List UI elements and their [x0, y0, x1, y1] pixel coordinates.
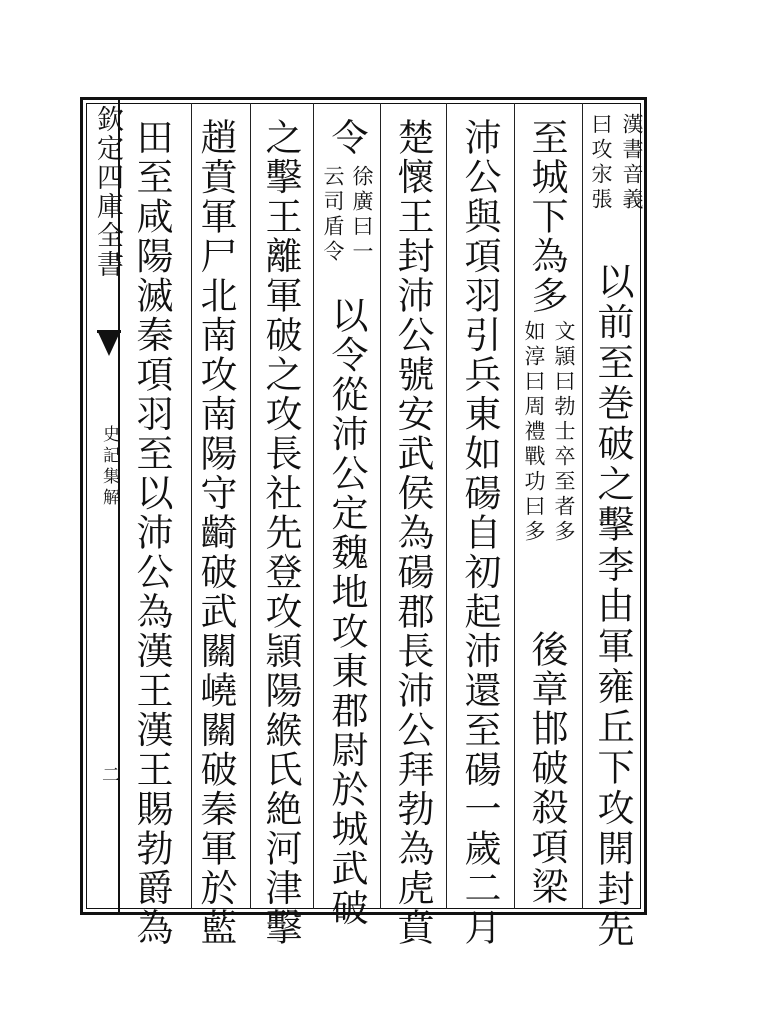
column-5-note-b: 云司盾令 — [321, 165, 345, 265]
column-1-main: 以前至巻破之擊李由軍雍丘下攻開封先 — [591, 262, 634, 951]
column-8-main: 田至咸陽滅秦項羽至以沛公為漢王漢王賜勃爵為 — [130, 118, 173, 948]
column-5-note-a: 徐廣曰一 — [350, 165, 374, 265]
column-rule — [514, 103, 515, 909]
column-rule — [313, 103, 314, 909]
column-2-main-b: 後章邯破殺項梁 — [525, 630, 568, 907]
column-2-note-b: 如淳曰周禮戰功曰多 — [522, 320, 546, 545]
margin-book-title: 欽定四庫全書 — [92, 105, 123, 279]
margin-source-title: 史記集解 — [99, 425, 119, 509]
column-6-main: 之擊王離軍破之攻長社先登攻頴陽緱氏絶河津擊 — [259, 118, 302, 948]
column-rule — [582, 103, 583, 909]
column-4-main: 楚懷王封沛公號安武侯為碭郡長沛公拜勃為虎賁 — [391, 118, 434, 948]
column-5-main-b: 以令從沛公定魏地攻東郡尉於城武破 — [325, 296, 368, 928]
column-7-main: 趙賁軍尸北南攻南陽守齮破武關嶢關破秦軍於藍 — [194, 118, 237, 948]
column-1-note-b: 曰攻㲾張 — [589, 113, 613, 213]
fish-tail-bar — [97, 330, 121, 333]
margin-page-number: 二 — [99, 765, 120, 783]
column-rule — [446, 103, 447, 909]
column-2-note-a: 文頴曰勃士卒至者多 — [552, 320, 576, 545]
fish-tail-ornament-icon — [97, 330, 121, 356]
column-rule — [380, 103, 381, 909]
column-rule — [191, 103, 192, 909]
column-5-main-a: 令 — [325, 118, 368, 158]
column-1-note-a: 漢書音義 — [620, 113, 644, 213]
column-2-main-a: 至城下為多 — [525, 118, 568, 316]
column-3-main: 沛公與項羽引兵東如碭自初起沛還至碭一歲二月 — [458, 118, 501, 948]
column-rule — [250, 103, 251, 909]
